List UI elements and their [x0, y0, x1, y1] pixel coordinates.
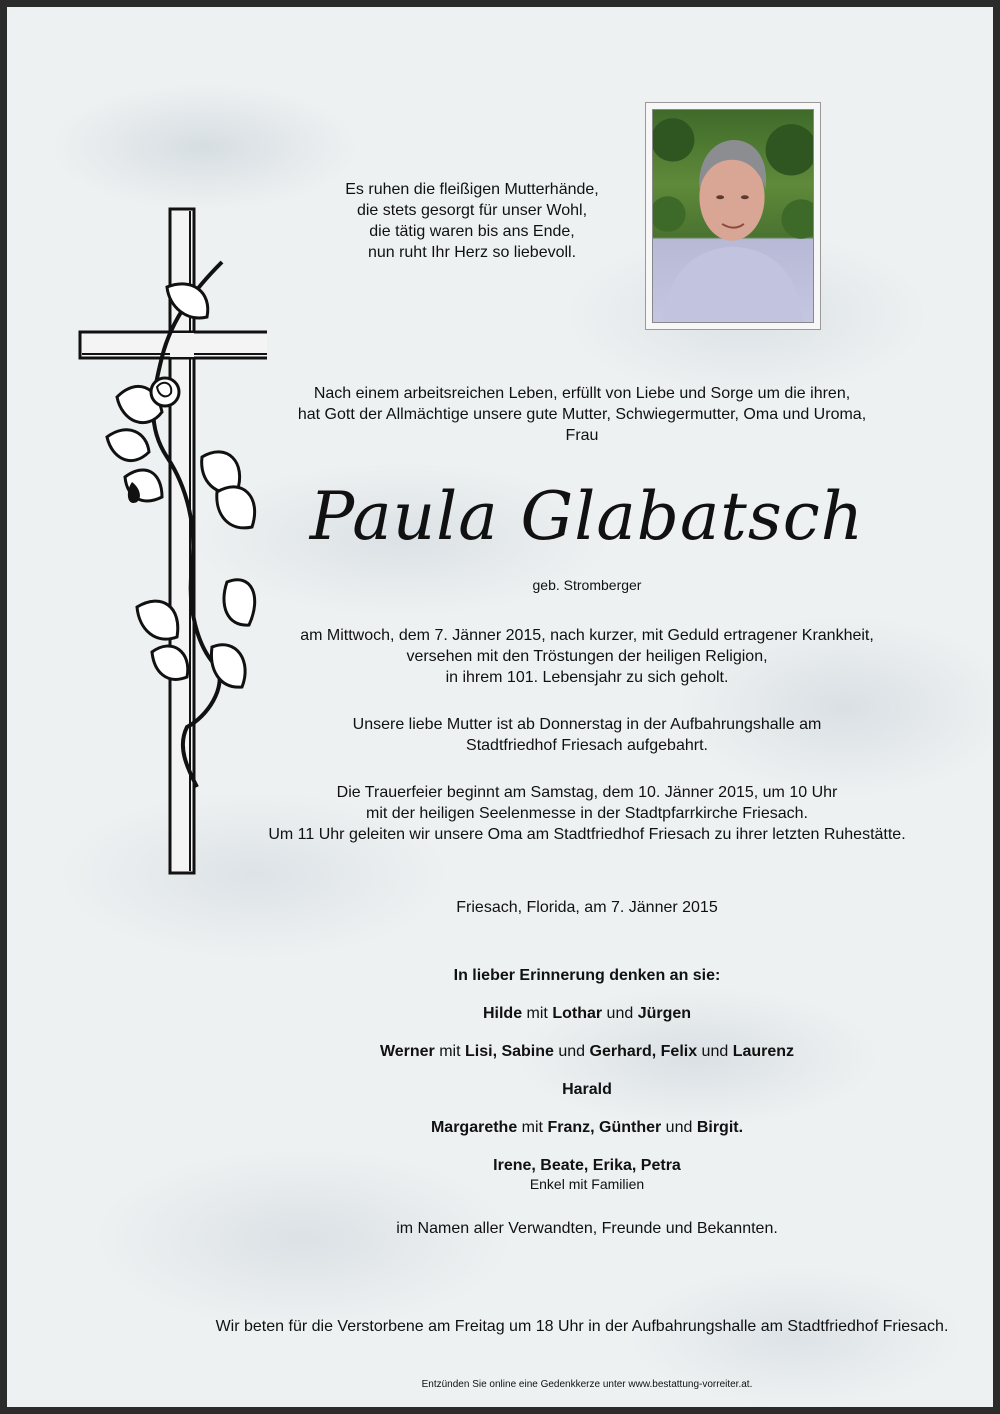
- connector: und: [602, 1005, 638, 1022]
- death-notice-line: versehen mit den Tröstungen der heiligen Religion,: [406, 648, 768, 665]
- family-list: [237, 965, 937, 1239]
- poem-line: die stets gesorgt für unser Wohl,: [356, 202, 588, 219]
- cross-with-rose-icon: [77, 207, 267, 877]
- footer-note: Entzünden Sie online eine Gedenkkerze unter www.bestattung-vorreiter.at.: [421, 1379, 753, 1390]
- family-name: Birgit.: [696, 1119, 744, 1136]
- family-name: Harald: [562, 1081, 612, 1098]
- connector: und: [661, 1119, 697, 1136]
- poem-line: nun ruht Ihr Herz so liebevoll.: [367, 244, 577, 261]
- family-name: Gerhard, Felix: [589, 1043, 698, 1060]
- poem-line: Es ruhen die fleißigen Mutterhände,: [345, 181, 599, 198]
- family-name: Lothar: [552, 1005, 603, 1022]
- poem: [307, 179, 637, 263]
- family-heading-text: In lieber Erinnerung denken an sie:: [453, 967, 721, 984]
- viewing-notice: [237, 714, 937, 756]
- family-name: Jürgen: [637, 1005, 692, 1022]
- photo-frame: [645, 102, 821, 330]
- family-row: [237, 1041, 937, 1062]
- connector: und: [697, 1043, 733, 1060]
- viewing-line: Unsere liebe Mutter ist ab Donnerstag in der Aufbahrungshalle am: [352, 716, 822, 733]
- family-name: Margarethe: [430, 1119, 518, 1136]
- funeral-line: Um 11 Uhr geleiten wir unsere Oma am Stadtfriedhof Friesach zu ihrer letzten Ruhestätte.: [268, 826, 906, 843]
- grandchildren-note: Enkel mit Familien: [529, 1176, 645, 1192]
- maiden-name: geb. Stromberger: [532, 577, 642, 593]
- death-notice-line: am Mittwoch, dem 7. Jänner 2015, nach kurzer, mit Geduld ertragener Krankheit,: [300, 627, 874, 644]
- death-notice: [237, 625, 937, 688]
- family-row: [237, 1003, 937, 1024]
- family-row: [237, 1117, 937, 1138]
- funeral-notice: [237, 782, 937, 845]
- intro-line: hat Gott der Allmächtige unsere gute Mutter, Schwiegermutter, Oma und Uroma,: [297, 406, 867, 423]
- family-name: Irene, Beate, Erika, Petra: [493, 1157, 681, 1174]
- family-name: Hilde: [482, 1005, 523, 1022]
- place-date: Friesach, Florida, am 7. Jänner 2015: [456, 899, 718, 916]
- family-name: Laurenz: [732, 1043, 795, 1060]
- intro-line: Frau: [565, 427, 599, 444]
- deceased-name: Paula Glabatsch: [309, 478, 865, 555]
- connector: mit: [517, 1119, 548, 1136]
- portrait-illustration: [653, 110, 813, 322]
- portrait-photo: [652, 109, 814, 323]
- connector: mit: [522, 1005, 553, 1022]
- viewing-line: Stadtfriedhof Friesach aufgebahrt.: [466, 737, 708, 754]
- family-name: Werner: [379, 1043, 435, 1060]
- family-row: [237, 1079, 937, 1100]
- poem-line: die tätig waren bis ans Ende,: [369, 223, 575, 240]
- death-notice-line: in ihrem 101. Lebensjahr zu sich geholt.: [445, 669, 729, 686]
- connector: mit: [434, 1043, 465, 1060]
- funeral-line: mit der heiligen Seelenmesse in der Stadtpfarrkirche Friesach.: [366, 805, 808, 822]
- intro-text: [247, 383, 917, 446]
- funeral-line: Die Trauerfeier beginnt am Samstag, dem 10. Jänner 2015, um 10 Uhr: [336, 784, 838, 801]
- family-heading: [237, 965, 937, 986]
- prayer-notice: Wir beten für die Verstorbene am Freitag um 18 Uhr in der Aufbahrungshalle am Stadtfriedhof Friesach.: [215, 1318, 949, 1335]
- intro-line: Nach einem arbeitsreichen Leben, erfüllt von Liebe und Sorge um die ihren,: [313, 385, 851, 402]
- connector: und: [553, 1043, 590, 1060]
- family-row: [237, 1155, 937, 1176]
- family-name: Lisi, Sabine: [465, 1043, 554, 1060]
- family-name: Franz, Günther: [547, 1119, 662, 1136]
- closing-line: im Namen aller Verwandten, Freunde und Bekannten.: [396, 1220, 778, 1237]
